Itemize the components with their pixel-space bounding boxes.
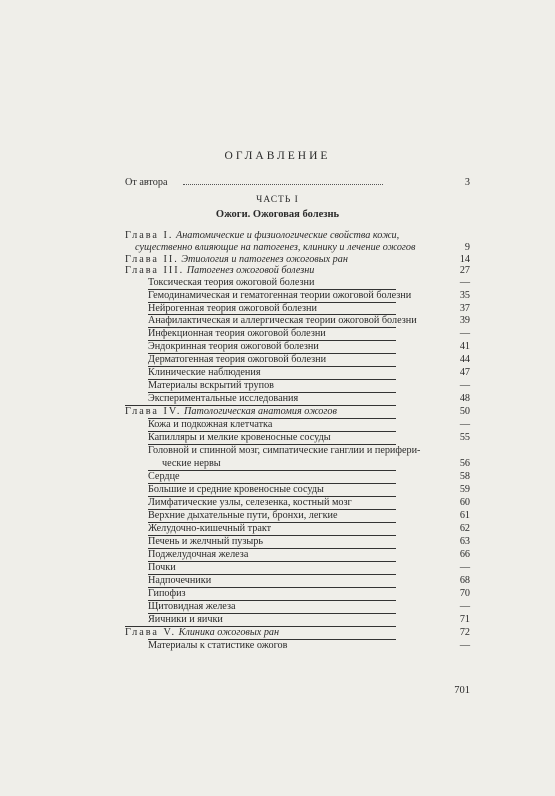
dot-leader (183, 183, 383, 185)
toc-entry: Большие и средние кровеносные сосуды (148, 484, 324, 495)
toc-entry: Верхние дыхательные пути, бронхи, легкие (148, 510, 338, 521)
toc-page-number: 14 (459, 254, 470, 265)
toc-page-number: 68 (459, 575, 470, 586)
toc-page-number: — (459, 562, 470, 573)
toc-page-number: 58 (459, 471, 470, 482)
toc-entry: Материалы к статистике ожогов (148, 640, 288, 651)
chapter-label: Глава V. Клиника ожоговых ран (125, 627, 280, 638)
toc-entry: Головной и спинной мозг, симпатические ганглии и перифери- (148, 445, 421, 456)
toc-entry: Гипофиз (148, 588, 186, 599)
chapter-label: Глава III. Патогенез ожоговой болезни (125, 265, 315, 276)
toc-entry-from-author: От автора (125, 177, 168, 188)
toc-entry: Материалы вскрытий трупов (148, 380, 274, 391)
chapter-label: Глава II. Этиология и патогенез ожоговых ран (125, 254, 348, 265)
toc-entry-continued: ческие нервы (162, 458, 221, 469)
toc-entry: Гемодинамическая и гематогенная теории ожоговой болезни (148, 290, 412, 301)
toc-page-number: 9 (464, 242, 470, 253)
toc-page-number: 59 (459, 484, 470, 495)
toc-entry: Надпочечники (148, 575, 212, 586)
toc-page-number: 37 (459, 303, 470, 314)
toc-entry: Печень и желчный пузырь (148, 536, 263, 547)
toc-entry: Нейрогенная теория ожоговой болезни (148, 303, 317, 314)
toc-entry: Капилляры и мелкие кровеносные сосуды (148, 432, 331, 443)
toc-page-number: 35 (459, 290, 470, 301)
toc-page-number: 50 (459, 406, 470, 417)
chapter-label: Глава I. Анатомические и физиологические свойства кожи, (125, 230, 400, 241)
toc-page-number: 66 (459, 549, 470, 560)
toc-page-number: — (459, 328, 470, 339)
part-heading: ЧАСТЬ I (256, 195, 299, 205)
underline (148, 561, 396, 562)
page-number: 701 (454, 685, 470, 696)
toc-page-number: 41 (459, 341, 470, 352)
toc-page-number: 27 (459, 265, 470, 276)
toc-entry: Поджелудочная железа (148, 549, 249, 560)
toc-entry: Кожа и подкожная клетчатка (148, 419, 273, 430)
toc-page-number: 56 (459, 458, 470, 469)
toc-page-number: 47 (459, 367, 470, 378)
toc-page-number: 44 (459, 354, 470, 365)
toc-entry: Клинические наблюдения (148, 367, 261, 378)
toc-page-number: — (459, 601, 470, 612)
toc-page-number: 70 (459, 588, 470, 599)
toc-page-number: — (459, 277, 470, 288)
toc-entry: Сердце (148, 471, 180, 482)
toc-entry: Лимфатические узлы, селезенка, костный мозг (148, 497, 352, 508)
chapter-label: Глава IV. Патологическая анатомия ожогов (125, 406, 337, 417)
toc-page-number: 39 (459, 315, 470, 326)
toc-page-number: 60 (459, 497, 470, 508)
toc-entry: Эндокринная теория ожоговой болезни (148, 341, 319, 352)
toc-entry: Щитовидная железа (148, 601, 236, 612)
underline (148, 470, 396, 471)
toc-page-number: — (459, 640, 470, 651)
toc-page-number: 48 (459, 393, 470, 404)
toc-entry: Почки (148, 562, 176, 573)
toc-page-number: 62 (459, 523, 470, 534)
toc-page-number: 61 (459, 510, 470, 521)
toc-page-number: — (459, 419, 470, 430)
part-title: Ожоги. Ожоговая болезнь (215, 209, 340, 220)
toc-entry: Инфекционная теория ожоговой болезни (148, 328, 326, 339)
toc-page-number: 63 (459, 536, 470, 547)
toc-page-number: 71 (459, 614, 470, 625)
chapter-title: Анатомические и физиологические свойства кожи, (175, 230, 400, 241)
toc-heading: ОГЛАВЛЕНИЕ (224, 150, 331, 162)
chapter-title-continued: существенно влияющие на патогенез, клинику и лечение ожогов (135, 242, 416, 253)
toc-entry: Токсическая теория ожоговой болезни (148, 277, 315, 288)
toc-entry: Яичники и яички (148, 614, 223, 625)
toc-page-number: 55 (459, 432, 470, 443)
toc-page-number: — (459, 380, 470, 391)
toc-entry: Желудочно-кишечный тракт (148, 523, 272, 534)
toc-page-number: 72 (459, 627, 470, 638)
toc-entry: Экспериментальные исследования (148, 393, 299, 404)
toc-entry: Дерматогенная теория ожоговой болезни (148, 354, 327, 365)
toc-entry: Анафилактическая и аллергическая теории ожоговой болезни (148, 315, 417, 326)
toc-page-number: 3 (464, 177, 470, 188)
